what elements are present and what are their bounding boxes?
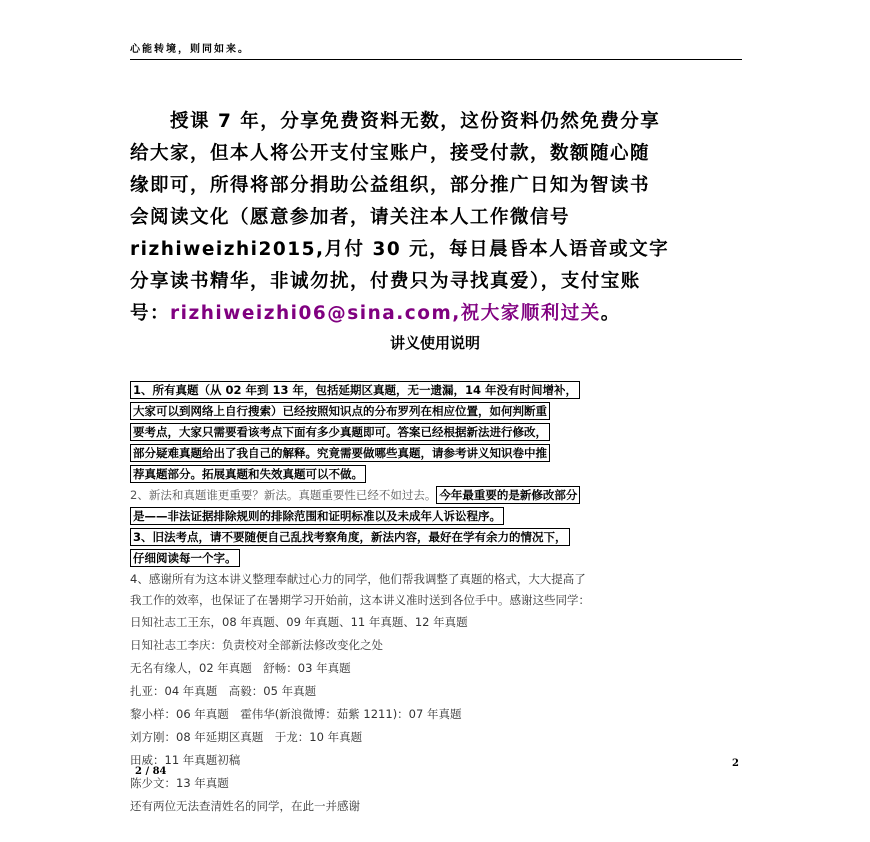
thanks-item: 田威：11 年真题初稿 [130, 753, 241, 767]
item2-highlight: 今年最重要的是新修改部分 [436, 486, 580, 504]
thanks-item: 刘方刚：08 年延期区真题 于龙：10 年真题 [130, 730, 363, 744]
intro-prefix: 号： [130, 303, 171, 324]
intro-line-last [130, 298, 742, 330]
thanks-item: 日知社志工王东，08 年真题、09 年真题、11 年真题、12 年真题 [130, 615, 468, 629]
thanks-item: 陈少文：13 年真题 [130, 776, 229, 790]
intro-line: 授课 7 年，分享免费资料无数，这份资料仍然免费分享 [130, 111, 661, 132]
item1-line: 要考点，大家只需要看该考点下面有多少真题即可。答案已经根据新法进行修改， [130, 423, 550, 441]
item2-highlight: 是——非法证据排除规则的排除范围和证明标准以及未成年人诉讼程序。 [130, 507, 504, 525]
item1-line: 大家可以到网络上自行搜索）已经按照知识点的分布罗列在相应位置，如何判断重 [130, 402, 550, 420]
intro-line: 分享读书精华，非诚勿扰，付费只为寻找真爱），支付宝账 [130, 271, 641, 292]
item1-line: 部分疑难真题给出了我自己的解释。究竟需要做哪些真题，请参考讲义知识卷中推 [130, 444, 550, 462]
thanks-list [130, 611, 742, 818]
thanks-item: 还有两位无法查清姓名的同学，在此一并感谢 [130, 799, 360, 813]
item1-line: 荐真题部分。拓展真题和失效真题可以不做。 [130, 465, 366, 483]
item4-line: 我工作的效率，也保证了在暑期学习开始前，这本讲义准时送到各位手中。感谢这些同学： [130, 593, 590, 607]
thanks-item: 无名有缘人，02 年真题 舒畅：03 年真题 [130, 661, 351, 675]
page-header: 心能转境，则同如来。 [130, 40, 742, 60]
intro-line: 会阅读文化（愿意参加者，请关注本人工作微信号 [130, 207, 571, 228]
usage-notes [130, 380, 742, 818]
page-number: 2 [732, 758, 739, 769]
thanks-item: 黎小样：06 年真题 霍伟华(新浪微博：茹紫 1211)：07 年真题 [130, 707, 462, 721]
item3-line: 3、旧法考点，请不要随便自己乱找考察角度，新法内容，最好在学有余力的情况下， [130, 528, 570, 546]
intro-paragraph [130, 106, 742, 330]
section-title: 讲义使用说明 [389, 334, 480, 352]
intro-suffix: 。 [600, 303, 621, 324]
page-indicator: 2 / 84 [135, 766, 167, 777]
item3-line: 仔细阅读每一个字。 [130, 549, 240, 567]
intro-line: rizhiweizhi2015,月付 30 元，每日晨昏本人语音或文字 [130, 239, 670, 260]
thanks-item: 扎亚：04 年真题 高毅：05 年真题 [130, 684, 317, 698]
item4-line: 4、感谢所有为这本讲义整理奉献过心力的同学，他们帮我调整了真题的格式，大大提高了 [130, 572, 586, 586]
item1-line: 1、所有真题（从 02 年到 13 年，包括延期区真题，无一遗漏，14 年没有时间增补， [130, 381, 580, 399]
thanks-item: 日知社志工李庆：负责校对全部新法修改变化之处 [130, 638, 383, 652]
email-text: rizhiweizhi06@sina.com,祝大家顺利过关 [170, 303, 601, 324]
item2-text: 2、新法和真题谁更重要？新法。真题重要性已经不如过去。 [130, 488, 437, 502]
intro-line: 缘即可，所得将部分捐助公益组织，部分推广日知为智读书 [130, 175, 651, 196]
intro-line: 给大家，但本人将公开支付宝账户，接受付款，数额随心随 [130, 143, 651, 164]
